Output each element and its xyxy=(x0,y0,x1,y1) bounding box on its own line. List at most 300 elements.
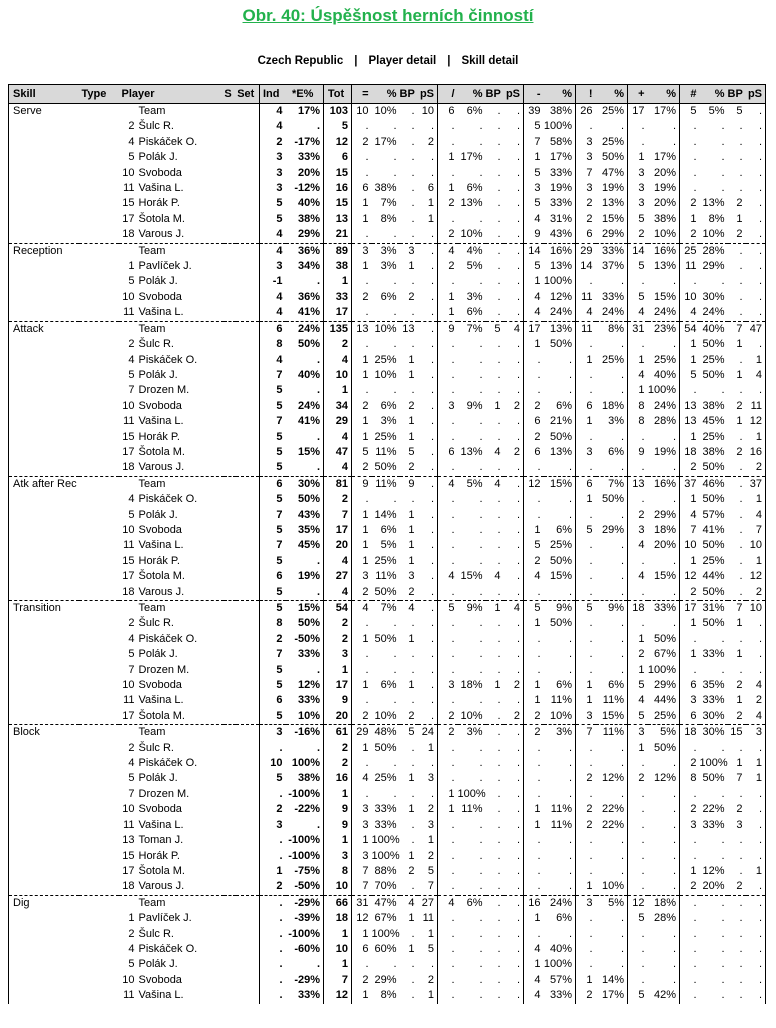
stat-cell: 6 xyxy=(438,104,458,120)
stat-cell: . xyxy=(576,911,596,926)
type-cell xyxy=(79,492,119,507)
stat-cell: 1 xyxy=(427,741,434,754)
stat-cell: . xyxy=(620,508,624,521)
stat-cell: 50% xyxy=(549,338,572,351)
stat-cell: . xyxy=(516,757,520,770)
set-cell xyxy=(236,988,260,1003)
stat-cell: . xyxy=(568,864,572,877)
stat-cell: . xyxy=(430,445,434,458)
stat-cell: 28% xyxy=(653,415,676,428)
stat-cell: . xyxy=(758,787,762,800)
stat-cell: 27 xyxy=(418,895,438,911)
stat-cell: . xyxy=(497,166,501,179)
stat-cell: 50% xyxy=(702,772,725,785)
type-cell xyxy=(79,833,119,848)
stat-cell: . xyxy=(568,787,572,800)
stat-cell: 17 xyxy=(628,104,648,120)
stat-cell: . xyxy=(516,912,520,925)
table-row xyxy=(9,321,766,337)
stat-cell: . xyxy=(352,337,372,352)
s-cell xyxy=(224,305,236,321)
stat-cell: 1 xyxy=(438,305,458,321)
stat-cell: . xyxy=(411,694,415,707)
skill-cell xyxy=(9,771,79,786)
header-stat-col: % xyxy=(596,85,628,104)
s-cell xyxy=(224,771,236,786)
stat-cell: . xyxy=(758,197,762,210)
player-number: 15 xyxy=(122,197,135,210)
stat-cell: . xyxy=(680,274,700,289)
set-cell xyxy=(236,538,260,553)
player-name: Vašina L. xyxy=(138,306,184,319)
set-cell xyxy=(236,196,260,211)
table-row xyxy=(9,771,766,786)
stat-cell: . xyxy=(576,274,596,289)
stat-cell: 1 xyxy=(680,212,700,227)
stat-cell: 13 xyxy=(680,414,700,429)
table-row xyxy=(9,523,766,538)
table-row xyxy=(9,353,766,368)
stat-cell: . xyxy=(516,135,520,148)
player-cell xyxy=(119,864,224,879)
stat-cell: 7 xyxy=(728,321,746,337)
set-cell xyxy=(236,430,260,445)
stat-cell: . xyxy=(411,617,415,630)
stat-cell: . xyxy=(352,647,372,662)
stat-cell: . xyxy=(524,585,544,601)
stat-cell: . xyxy=(739,942,743,955)
player-number: 4 xyxy=(128,493,135,506)
skill-cell xyxy=(9,647,79,662)
stat-cell: . xyxy=(568,880,572,893)
stat-cell: 13 xyxy=(400,321,418,337)
stat-cell: 18 xyxy=(680,725,700,741)
eff-pct-cell: . xyxy=(316,461,320,474)
tot-cell: 1 xyxy=(324,383,352,398)
stat-cell: . xyxy=(568,757,572,770)
stat-cell: . xyxy=(516,617,520,630)
type-cell xyxy=(79,741,119,756)
player-number: 11 xyxy=(123,415,135,428)
stat-cell: . xyxy=(430,539,434,552)
stat-cell: . xyxy=(758,105,762,117)
player-cell xyxy=(119,771,224,786)
stat-cell: 54 xyxy=(680,321,700,337)
stat-cell: . xyxy=(739,508,743,521)
stat-cell: . xyxy=(721,989,725,1002)
eff-pct-cell: . xyxy=(316,120,320,133)
player-cell xyxy=(119,833,224,848)
stat-cell: . xyxy=(739,663,743,676)
table-row xyxy=(9,818,766,833)
ind-cell: 3 xyxy=(260,725,286,741)
player-number: 10 xyxy=(122,523,135,536)
stat-cell: 16 xyxy=(749,445,762,458)
tot-cell: 9 xyxy=(324,693,352,708)
type-cell xyxy=(79,274,119,289)
stat-cell: . xyxy=(393,120,397,133)
stat-cell: 50% xyxy=(702,368,725,381)
stat-cell: . xyxy=(411,135,415,148)
table-row xyxy=(9,616,766,631)
subtitle-separator: | xyxy=(447,55,451,67)
stat-cell: . xyxy=(352,787,372,802)
stat-cell: 17% xyxy=(549,151,572,164)
player-name: Šotola M. xyxy=(138,570,185,583)
stat-cell: . xyxy=(438,353,458,368)
stat-cell: . xyxy=(524,508,544,523)
stat-cell: 15% xyxy=(601,709,624,722)
stat-cell: . xyxy=(516,197,520,210)
stat-cell: . xyxy=(739,120,743,133)
stat-cell: . xyxy=(758,338,762,351)
eff-pct-cell: -22% xyxy=(294,803,320,816)
skill-cell xyxy=(9,988,79,1003)
stat-cell: . xyxy=(479,834,483,847)
s-cell xyxy=(224,399,236,414)
player-name: Šotola M. xyxy=(138,864,185,877)
eff-pct-cell: 24% xyxy=(286,321,324,337)
stat-cell: . xyxy=(418,321,438,337)
stat-cell: 11% xyxy=(596,725,628,741)
player-number: 1 xyxy=(128,260,135,273)
stat-cell: 26 xyxy=(576,104,596,120)
set-cell xyxy=(236,119,260,134)
stat-cell: 1 xyxy=(680,353,700,368)
stat-cell: . xyxy=(680,973,700,988)
ind-cell: 1 xyxy=(260,864,286,879)
tot-cell: 47 xyxy=(324,445,352,460)
stat-cell: 4 xyxy=(524,973,544,988)
skill-cell xyxy=(9,756,79,771)
stat-cell: 16% xyxy=(544,243,576,259)
stat-cell: . xyxy=(516,228,520,241)
stat-cell: 3% xyxy=(380,415,397,428)
stat-cell: 2 xyxy=(524,725,544,741)
stat-cell: 1 xyxy=(352,927,372,942)
stat-cell: . xyxy=(497,120,501,133)
stat-cell: 11% xyxy=(375,570,397,583)
stat-cell: . xyxy=(568,384,572,397)
stat-cell: . xyxy=(393,757,397,770)
table-row xyxy=(9,879,766,895)
ind-cell: 5 xyxy=(260,554,286,569)
stat-cell: . xyxy=(479,912,483,925)
ind-cell: . xyxy=(260,927,286,942)
stat-cell: 1 xyxy=(736,648,743,661)
stat-cell: 4 xyxy=(352,601,372,617)
stat-cell: 3 xyxy=(408,570,415,583)
eff-pct-cell: 20% xyxy=(297,166,320,179)
stat-cell: . xyxy=(516,493,520,506)
s-cell xyxy=(224,818,236,833)
stat-cell: . xyxy=(758,880,762,893)
stat-cell: 1 xyxy=(755,353,762,366)
stat-cell: 33% xyxy=(549,989,572,1002)
stat-cell: 8% xyxy=(380,212,397,225)
stat-cell: . xyxy=(438,988,458,1003)
stat-cell: 7 xyxy=(755,523,762,536)
stat-cell: 1 xyxy=(352,833,372,848)
stat-cell: . xyxy=(739,306,743,319)
set-cell xyxy=(236,321,260,337)
stat-cell: 35% xyxy=(702,679,725,692)
player-number: 4 xyxy=(128,757,135,770)
stat-cell: 4 xyxy=(680,508,700,523)
skill-cell xyxy=(9,305,79,321)
stat-cell: 6% xyxy=(608,679,624,692)
s-cell xyxy=(224,957,236,972)
skill-cell xyxy=(9,864,79,879)
stat-cell: . xyxy=(497,461,501,474)
stat-cell: 17 xyxy=(524,321,544,337)
stat-cell: . xyxy=(438,554,458,569)
tot-cell: 1 xyxy=(324,927,352,942)
set-cell xyxy=(236,709,260,725)
stat-cell: 8 xyxy=(680,771,700,786)
tot-cell: 27 xyxy=(324,569,352,584)
stat-cell: . xyxy=(758,803,762,816)
stat-cell: 10 xyxy=(421,105,434,117)
stat-cell: . xyxy=(576,508,596,523)
s-cell xyxy=(224,942,236,957)
stat-cell: . xyxy=(628,957,648,972)
stat-cell: . xyxy=(628,818,648,833)
set-cell xyxy=(236,274,260,289)
stat-cell: 6% xyxy=(556,523,572,536)
stat-cell: 18% xyxy=(648,895,680,911)
type-cell xyxy=(79,942,119,957)
stat-cell: 4 xyxy=(576,305,596,321)
table-row xyxy=(9,227,766,243)
stat-cell: . xyxy=(758,912,762,925)
stat-cell: 29% xyxy=(702,260,725,273)
skill-cell xyxy=(9,911,79,926)
skill-cell xyxy=(9,678,79,693)
stat-cell: 1 xyxy=(736,338,743,351)
type-cell xyxy=(79,212,119,227)
player-cell xyxy=(119,879,224,895)
player-cell xyxy=(119,632,224,647)
stat-cell: 5% xyxy=(596,895,628,911)
set-cell xyxy=(236,150,260,165)
stat-cell: . xyxy=(497,368,501,381)
player-number: 11 xyxy=(123,539,135,552)
stat-cell: 25% xyxy=(374,554,397,567)
stat-cell: . xyxy=(568,849,572,862)
stat-cell: . xyxy=(680,895,700,911)
player-cell xyxy=(119,942,224,957)
stat-cell: 1 xyxy=(524,678,544,693)
type-cell xyxy=(79,166,119,181)
stat-cell: . xyxy=(516,151,520,164)
stat-cell: . xyxy=(516,973,520,986)
stat-cell: . xyxy=(438,538,458,553)
table-row xyxy=(9,430,766,445)
stat-cell: 2 xyxy=(427,849,434,862)
stat-cell: . xyxy=(497,772,501,785)
stat-cell: . xyxy=(576,849,596,864)
set-cell xyxy=(236,895,260,911)
player-number: 18 xyxy=(122,585,135,598)
stat-cell: 1 xyxy=(576,973,596,988)
stat-cell: . xyxy=(672,461,676,474)
stat-cell: 3% xyxy=(458,725,486,741)
stat-cell: 3 xyxy=(352,849,372,864)
ind-cell: . xyxy=(260,911,286,926)
stat-cell: . xyxy=(758,306,762,319)
stat-cell: 22% xyxy=(702,803,725,816)
stat-cell: . xyxy=(758,384,762,397)
skill-cell xyxy=(9,290,79,305)
stat-cell: . xyxy=(739,989,743,1002)
tot-cell: 20 xyxy=(324,538,352,553)
player-cell xyxy=(119,383,224,398)
skill-cell xyxy=(9,212,79,227)
header-ind: Ind xyxy=(260,85,286,104)
skill-cell xyxy=(9,616,79,631)
s-cell xyxy=(224,414,236,429)
stat-cell: 29% xyxy=(601,523,624,536)
table-row xyxy=(9,150,766,165)
stat-cell: 70% xyxy=(374,880,397,893)
stat-cell: . xyxy=(418,243,438,259)
stat-cell: . xyxy=(758,927,762,940)
stat-cell: . xyxy=(411,228,415,241)
stat-cell: . xyxy=(352,227,372,243)
ind-cell: 6 xyxy=(260,476,286,492)
stat-cell: 8 xyxy=(628,414,648,429)
table-row xyxy=(9,569,766,584)
tot-cell: 13 xyxy=(324,212,352,227)
stat-cell: . xyxy=(516,570,520,583)
stat-cell: . xyxy=(430,648,434,661)
stat-cell: 4 xyxy=(524,988,544,1003)
player-number: 10 xyxy=(122,166,135,179)
stat-cell: . xyxy=(728,243,746,259)
type-cell xyxy=(79,119,119,134)
table-row xyxy=(9,942,766,957)
player-cell xyxy=(119,849,224,864)
eff-pct-cell: . xyxy=(316,430,320,443)
stat-cell: 2 xyxy=(755,461,762,474)
player-number: 13 xyxy=(122,834,135,847)
stat-cell: 20% xyxy=(653,539,676,552)
stat-cell: 4 xyxy=(755,508,762,521)
player-cell xyxy=(119,305,224,321)
stat-cell: 88% xyxy=(374,864,397,877)
header-stat-col: pS xyxy=(504,85,524,104)
stat-cell: 50% xyxy=(653,632,676,645)
stat-cell: . xyxy=(721,834,725,847)
stat-cell: 31% xyxy=(700,601,728,617)
stat-cell: . xyxy=(497,942,501,955)
table-row xyxy=(9,104,766,120)
player-name: Šotola M. xyxy=(138,445,185,458)
stat-cell: 4 xyxy=(504,321,524,337)
stat-cell: . xyxy=(524,663,544,678)
stat-cell: . xyxy=(516,554,520,567)
stat-cell: 3 xyxy=(400,243,418,259)
stat-cell: . xyxy=(516,787,520,800)
table-row xyxy=(9,368,766,383)
player-name: Vašina L. xyxy=(138,694,184,707)
eff-pct-cell: 33% xyxy=(297,648,320,661)
stat-cell: . xyxy=(497,849,501,862)
stat-cell: . xyxy=(672,493,676,506)
stat-cell: . xyxy=(568,508,572,521)
type-cell xyxy=(79,430,119,445)
stat-cell: 24% xyxy=(544,895,576,911)
tot-cell: 12 xyxy=(324,988,352,1003)
stat-cell: 38% xyxy=(653,212,676,225)
tot-cell: 9 xyxy=(324,818,352,833)
stat-cell: 9% xyxy=(596,601,628,617)
stat-cell: 100% xyxy=(543,120,572,133)
stat-cell: . xyxy=(758,120,762,133)
stat-cell: . xyxy=(430,306,434,319)
set-cell xyxy=(236,290,260,305)
stat-cell: 7 xyxy=(728,601,746,617)
stat-cell: . xyxy=(568,772,572,785)
stat-cell: 1 xyxy=(680,430,700,445)
subtitle-player-detail: Player detail xyxy=(368,55,437,67)
stat-cell: . xyxy=(393,275,397,288)
stat-cell: 33% xyxy=(549,197,572,210)
stat-cell: 6 xyxy=(576,399,596,414)
ind-cell: 2 xyxy=(260,632,286,647)
stat-cell: 1 xyxy=(438,802,458,817)
stat-cell: 17 xyxy=(680,601,700,617)
header-stat-col: = xyxy=(352,85,372,104)
stat-cell: . xyxy=(758,135,762,148)
set-cell xyxy=(236,973,260,988)
header-stat-col: % xyxy=(700,85,728,104)
stat-cell: . xyxy=(438,942,458,957)
stat-cell: 6 xyxy=(680,678,700,693)
stat-cell: 25% xyxy=(702,554,725,567)
stat-cell: . xyxy=(497,834,501,847)
player-name: Pavlíček J. xyxy=(138,260,192,273)
stat-cell: . xyxy=(497,151,501,164)
stat-cell: 10 xyxy=(352,104,372,120)
eff-pct-cell: . xyxy=(316,741,320,754)
player-cell xyxy=(119,445,224,460)
stat-cell: 5 xyxy=(524,259,544,274)
type-cell xyxy=(79,476,119,492)
stat-cell: . xyxy=(411,927,415,940)
type-cell xyxy=(79,150,119,165)
player-name: Team xyxy=(138,244,166,257)
stat-cell: 11% xyxy=(375,445,397,458)
stat-cell: . xyxy=(628,337,648,352)
stat-cell: 100% xyxy=(371,834,400,847)
stat-cell: 9% xyxy=(544,601,576,617)
stat-cell: . xyxy=(504,725,524,741)
stat-cell: . xyxy=(680,119,700,134)
stat-cell: . xyxy=(497,539,501,552)
stat-cell: 4 xyxy=(352,771,372,786)
player-number: 11 xyxy=(123,989,135,1002)
stat-cell: . xyxy=(479,880,483,893)
tot-cell: 15 xyxy=(324,166,352,181)
stat-cell: 3 xyxy=(352,802,372,817)
ind-cell: 2 xyxy=(260,879,286,895)
stat-cell: 6% xyxy=(556,912,572,925)
skill-cell xyxy=(9,508,79,523)
stat-cell: . xyxy=(628,802,648,817)
stat-cell: 5% xyxy=(466,260,483,273)
